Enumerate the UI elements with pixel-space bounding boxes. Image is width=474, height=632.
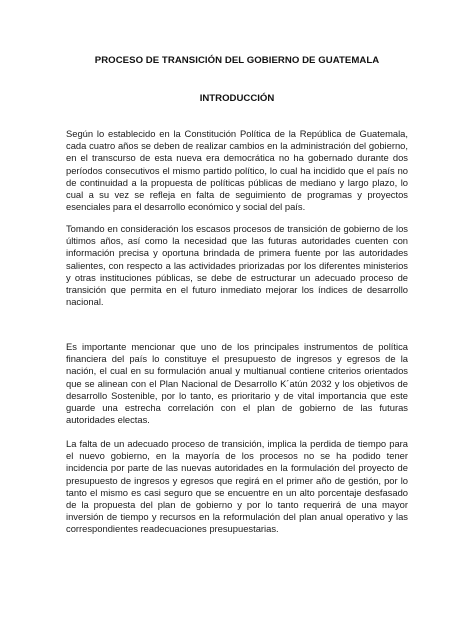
document-title: PROCESO DE TRANSICIÓN DEL GOBIERNO DE GUATEMALA [94,55,380,66]
paragraph: Según lo establecido en la Constitución Política de la República de Guatemala, cada cuatro años se deben de realizar cambios en la administración del gobierno, en el transcurso de esta nueva era democrática no ha gobernado durante dos períodos consecutivos el mismo partido político, lo cual ha incidido que el país no de continuidad a la propuesta de políticas públicas de mediano y largo plazo, lo cual a su vez se refleja en falta de seguimiento de programas y proyectos esenciales para el desarrollo económico y social del país. [66,128,408,213]
section-heading: INTRODUCCIÓN [199,93,275,104]
paragraph: La falta de un adecuado proceso de transición, implica la perdida de tiempo para el nuevo gobierno, en la mayoría de los procesos no se ha podido tener incidencia por parte de las nuevas autoridades en la formulación del proyecto de presupuesto de ingresos y egresos que regirá en el primer año de gestión, por lo tanto el mismo es casi seguro que se encuentre en un alto porcentaje desfasado de la propuesta del plan de gobierno y por lo tanto requerirá de una mayor inversión de tiempo y recursos en la reformulación del plan anual operativo y las correspondientes readecuaciones presupuestarias. [66,438,408,535]
paragraph: Es importante mencionar que uno de los principales instrumentos de política financiera del país lo constituye el presupuesto de ingresos y egresos de la nación, el cual en su formulación anual y multianual contiene criterios orientados que se alinean con el Plan Nacional de Desarrollo K´atún 2032 y los objetivos de desarrollo Sostenible, por lo tanto, es prioritario y de vital importancia que este guarde una estrecha correlación con el plan de gobierno de las futuras autoridades electas. [66,341,408,426]
paragraph: Tomando en consideración los escasos procesos de transición de gobierno de los últimos años, así como la necesidad que las futuras autoridades cuenten con información precisa y oportuna brindada de primera fuente por las autoridades salientes, con respecto a las actividades priorizadas por los diferentes ministerios y otras instituciones públicas, se debe de estructurar un adecuado proceso de transición que permita en el futuro inmediato mejorar los índices de desarrollo nacional. [66,223,408,308]
